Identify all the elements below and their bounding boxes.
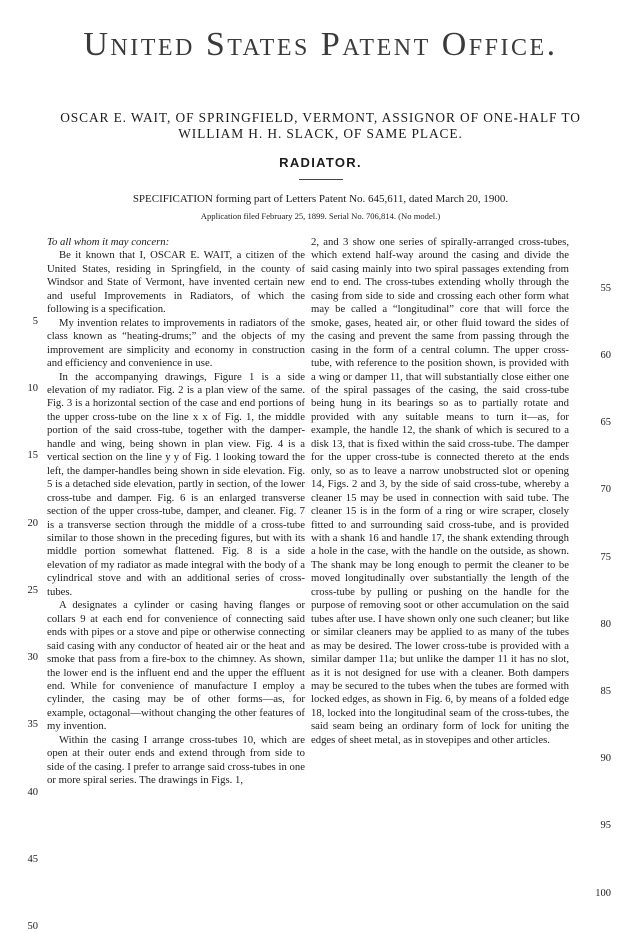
line-number: 100 bbox=[595, 888, 611, 899]
paragraph: My invention relates to improvements in radiators of the class known as “heating-drums;” and the objects of my improvement are simplicity and economy in construction and efficiency and convenience in use. bbox=[47, 316, 305, 370]
line-number: 60 bbox=[600, 350, 611, 361]
paragraph: 2, and 3 show one series of spirally-arranged cross-tubes, which extend half-way around the casing and divide the said casing mainly into two spiral passages extending from end to end. The cross-tubes extending wholly through the casing from side to side and crossing each other form what may be called a “longitudinal” core that will force the smoke, gases, heated air, or other fluid toward the sides of the casing and prevent the same from passing through the casing in the form of a central column. The upper cross-tube, with reference to the position shown, is provided with a wing or damper 11, that will substantially close either one of the spiral passages of the casing, the said cross-tube being hung in its bearings so as to partially rotate and provided with any suitable means to turn it—as, for example, the handle 12, the shank of which is secured to a disk 13, that is fixed within the said cross-tube. The damper for the upper cross-tube is connected thereto at the ends only, so as to leave a narrow unobstructed slot or opening 14, Figs. 2 and 3, by the side of said cross-tube, whereby a cleaner 15 may be used in connection with said tube. The cleaner 15 is in the form of a ring or wire scraper, closely fitted to and surrounding said cross-tube, and is provided with a shank 16 and handle 17, the shank extending through a hole in the case, with the handle on the outside, as shown. The shank may be long enough to permit the cleaner to be moved longitudinally over substantially the length of the cross-tube by pulling or pushing on the handle for the purpose of removing soot or other accumulation on the said tubes after use. I have shown only one such cleaner; but like or similar cleaners may be applied to as many of the tubes as may be desired. The lower cross-tube is provided with a similar damper 11a; but unlike the damper 11 it has no slot, as it is not designed for use with a cleaner. Both dampers may be secured to the tubes when the tubes are formed with locked edges, as shown in Fig. 6, by means of a folded edge 18, locked into the longitudinal seam of the cross-tubes, the said seam being an ordinary form of lock for uniting the edges of sheet metal, as in stovepipes and other articles. bbox=[311, 236, 569, 746]
line-number: 95 bbox=[600, 820, 611, 831]
specification-line: SPECIFICATION forming part of Letters Patent No. 645,611, dated March 20, 1900. bbox=[132, 193, 509, 205]
salutation: To all whom it may concern: bbox=[47, 236, 170, 248]
office-title: United States Patent Office. bbox=[83, 26, 558, 63]
line-number: 75 bbox=[600, 552, 611, 563]
line-number: 90 bbox=[600, 753, 611, 764]
line-number: 55 bbox=[600, 283, 611, 294]
line-number: 20 bbox=[27, 518, 38, 529]
line-number: 65 bbox=[600, 417, 611, 428]
line-number: 30 bbox=[27, 652, 38, 663]
line-number: 10 bbox=[27, 383, 38, 394]
invention-title: RADIATOR. bbox=[279, 155, 362, 170]
line-number: 25 bbox=[27, 585, 38, 596]
inventor-line-1: OSCAR E. WAIT, OF SPRINGFIELD, VERMONT, ASSIGNOR OF ONE-HALF TO bbox=[60, 110, 581, 125]
line-number: 5 bbox=[32, 316, 38, 327]
right-column bbox=[311, 236, 569, 747]
application-line: Application filed February 25, 1899. Serial No. 706,814. (No model.) bbox=[200, 211, 441, 221]
line-number: 80 bbox=[600, 619, 611, 630]
paragraph: Be it known that I, OSCAR E. WAIT, a citizen of the United States, residing in Springfield, in the county of Windsor and State of Vermont, have invented certain new and useful Improvements in Radiators, of which the following is a specification. bbox=[47, 249, 305, 316]
line-number: 35 bbox=[27, 719, 38, 730]
paragraph: In the accompanying drawings, Figure 1 is a side elevation of my radiator. Fig. 2 is a plan view of the same. Fig. 3 is a horizontal section of the case and end portions of the upper cross-tube on the line x x of Fig. 1, the middle portion of the said cross-tube, together with the damper-handle and wing, being shown in plan view. Fig. 4 is a vertical section on the line y y of Fig. 1 looking toward the left, the damper-handles being shown in side elevation. Fig. 5 is a detached side elevation, partly in section, of the lower cross-tube and damper. Fig. 6 is an enlarged transverse section of the upper cross-tube, damper, and cleaner. Fig. 7 is a transverse section through the middle of a cross-tube similar to those shown in the preceding figures, but with its middle portion somewhat flattened. Fig. 8 is a side elevation of my radiator as made integral with the body of a cylindrical stove and with an additional series of cross-tubes. bbox=[47, 370, 305, 598]
line-number: 15 bbox=[27, 450, 38, 461]
title-divider bbox=[299, 179, 343, 180]
paragraph: A designates a cylinder or casing having flanges or collars 9 at each end for convenience of connecting said ends with pipes or a stove and pipe or otherwise connecting said casing with any conductor of heated air or the heat and smoke that pass from a fire-box to the chimney. As shown, the lower end is the influent end and the upper the effluent end. While for convenience of manufacture I employ a cylinder, the casing may be of other forms—as, for example, octagonal—without changing the other features of my invention. bbox=[47, 599, 305, 733]
inventor-line-2: WILLIAM H. H. SLACK, OF SAME PLACE. bbox=[178, 126, 463, 141]
left-column bbox=[47, 236, 305, 788]
line-number: 40 bbox=[27, 787, 38, 798]
line-number: 70 bbox=[600, 484, 611, 495]
line-number: 50 bbox=[27, 921, 38, 932]
inventor-block bbox=[30, 110, 611, 142]
line-number: 45 bbox=[27, 854, 38, 865]
paragraph: Within the casing I arrange cross-tubes 10, which are open at their outer ends and extend through from side to side of the casing. I prefer to arrange said cross-tubes in one or more spiral series. The drawings in Figs. 1, bbox=[47, 733, 305, 787]
line-number: 85 bbox=[600, 686, 611, 697]
